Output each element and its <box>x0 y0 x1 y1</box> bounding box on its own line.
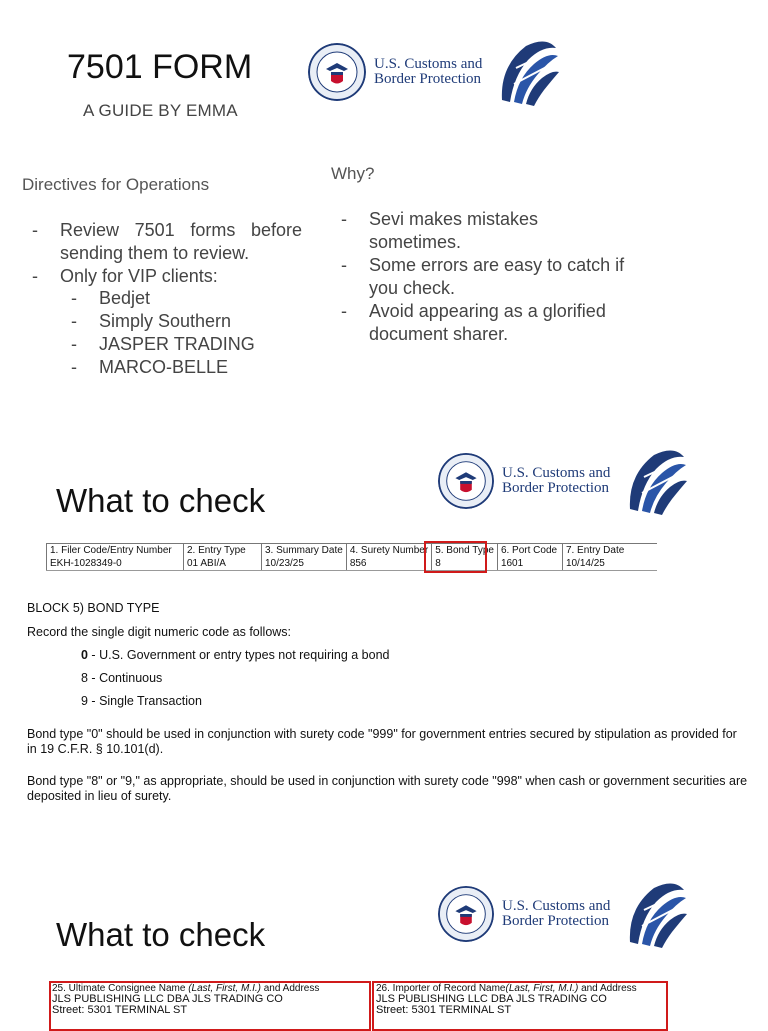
cbp-seal-icon <box>308 43 366 101</box>
table-cell: 856 <box>346 557 431 571</box>
block-title: BLOCK 5) BOND TYPE <box>27 601 160 615</box>
vip-client-list <box>99 287 299 379</box>
list-item: - Simply Southern <box>99 310 299 333</box>
cbp-logo <box>308 38 560 106</box>
importer-box: 26. Importer of Record Name(Last, First, M.I.) and Address JLS PUBLISHING LLC DBA JLS TRADING CO Street: 5301 TERMINAL ST <box>376 983 666 1016</box>
table-header: 5. Bond Type <box>432 544 498 558</box>
list-item: - Only for VIP clients: <box>60 265 302 288</box>
table-header: 1. Filer Code/Entry Number <box>47 544 184 558</box>
directives-list <box>60 219 302 288</box>
list-item: - JASPER TRADING <box>99 333 299 356</box>
table-cell: 01 ABI/A <box>184 557 262 571</box>
consignee-name: JLS PUBLISHING LLC DBA JLS TRADING CO <box>52 993 283 1005</box>
section3-heading: What to check <box>56 916 266 953</box>
why-list <box>369 208 629 346</box>
cbp-swoosh-icon <box>496 38 560 106</box>
consignee-street: Street: 5301 TERMINAL ST <box>52 1004 188 1016</box>
cbp-seal-icon <box>438 886 494 942</box>
table-cell: EKH-1028349-0 <box>47 557 184 571</box>
table-cell: 1601 <box>497 557 562 571</box>
list-item: - Some errors are easy to catch if you check. <box>369 254 629 300</box>
cbp-logo <box>438 880 688 948</box>
bond-paragraph-2: Bond type "8" or "9," as appropriate, should be used in conjunction with surety code "998" when cash or government securities are deposited in lieu of surety. <box>27 774 748 803</box>
code-item: 8 - Continuous <box>81 671 163 685</box>
list-item: - Bedjet <box>99 287 299 310</box>
bond-paragraph-1: Bond type "0" should be used in conjunction with surety code "999" for government entries secured by stipulation as provided for in 19 C.F.R. § 10.101(d). <box>27 727 737 756</box>
cbp-seal-icon <box>438 453 494 509</box>
cbp-name-line2: Border Protection <box>502 480 610 496</box>
table-header: 3. Summary Date <box>262 544 347 558</box>
why-heading: Why? <box>331 164 375 183</box>
form-7501-header-table <box>46 543 657 571</box>
list-item: - Avoid appearing as a glorified document sharer. <box>369 300 629 346</box>
page-title: 7501 FORM <box>67 48 253 86</box>
cbp-name-line1: U.S. Customs and <box>374 56 483 72</box>
cbp-swoosh-icon <box>624 880 688 948</box>
table-cell: 8 <box>432 557 498 571</box>
code-item: 0 - U.S. Government or entry types not requiring a bond <box>81 648 390 662</box>
list-item: - Sevi makes mistakes sometimes. <box>369 208 629 254</box>
cbp-logo <box>438 447 688 515</box>
record-line: Record the single digit numeric code as follows: <box>27 625 292 639</box>
page-subtitle: A GUIDE BY EMMA <box>83 101 238 120</box>
consignee-box: 25. Ultimate Consignee Name (Last, First, M.I.) and Address JLS PUBLISHING LLC DBA JLS TRADING CO Street: 5301 TERMINAL ST <box>52 983 370 1016</box>
section2-heading: What to check <box>56 482 266 519</box>
cbp-name-line1: U.S. Customs and <box>502 898 611 914</box>
importer-street: Street: 5301 TERMINAL ST <box>376 1004 512 1016</box>
importer-name: JLS PUBLISHING LLC DBA JLS TRADING CO <box>376 993 607 1005</box>
table-header: 7. Entry Date <box>562 544 657 558</box>
list-item: - MARCO-BELLE <box>99 356 299 379</box>
list-item: - Review 7501 forms before sending them to review. <box>60 219 302 265</box>
table-cell: 10/14/25 <box>562 557 657 571</box>
code-item: 9 - Single Transaction <box>81 694 202 708</box>
cbp-swoosh-icon <box>624 447 688 515</box>
cbp-name-line2: Border Protection <box>374 71 482 87</box>
table-header: 4. Surety Number <box>346 544 431 558</box>
directives-heading: Directives for Operations <box>22 175 210 194</box>
bond-type-highlight <box>424 541 487 573</box>
table-header: 2. Entry Type <box>184 544 262 558</box>
cbp-name-line1: U.S. Customs and <box>502 465 611 481</box>
table-header: 6. Port Code <box>497 544 562 558</box>
table-cell: 10/23/25 <box>262 557 347 571</box>
cbp-name-line2: Border Protection <box>502 913 610 929</box>
